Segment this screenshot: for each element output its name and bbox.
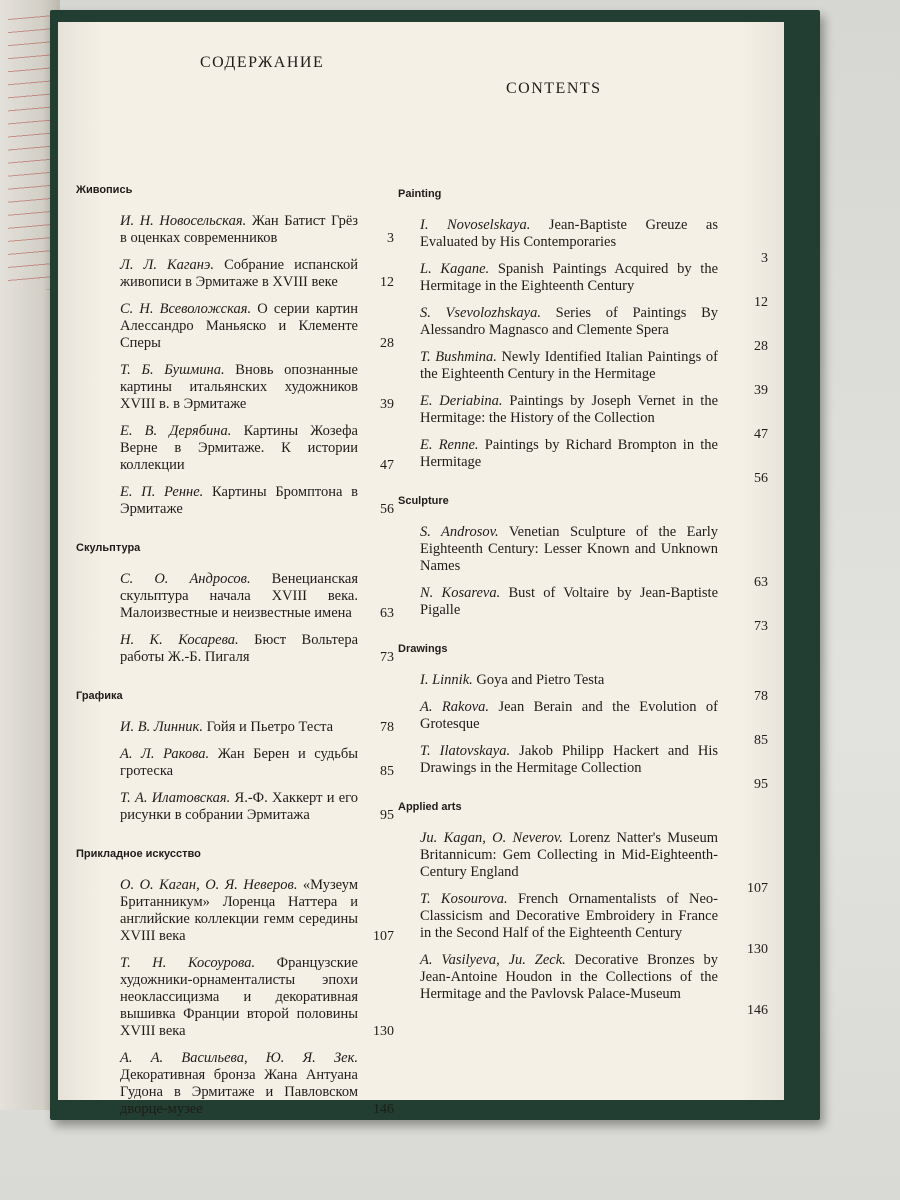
entry-author: T. Kosourova. [420,891,508,907]
entry-author: I. Linnik. [420,672,473,688]
entry-author: С. Н. Всеволожская. [120,301,252,317]
entry-title: Картины Бромптона в Эрмитаже [120,484,359,517]
page-number: 107 [747,881,768,896]
entry-author: N. Kosareva. [420,585,501,601]
entry-author: Е. П. Ренне. [120,484,204,500]
section-heading: Drawings [398,643,448,655]
page-number: 78 [380,720,394,735]
entry-title: О серии картин Алессандро Маньяско и Клементе Сперы [120,301,358,351]
page-number: 130 [373,1024,394,1039]
entry-title: Jean-Baptiste Greuze as Evaluated by His Contemporaries [420,217,718,250]
entry-title: Spanish Paintings Acquired by the Hermitage in the Eighteenth Century [420,261,718,294]
toc-entry [398,830,768,896]
entry-title: Series of Paintings By Alessandro Magnasco and Clemente Spera [420,305,718,338]
entry-title: Paintings by Richard Brompton in the Hermitage [420,437,718,470]
page-number: 95 [380,808,394,823]
page-number: 56 [754,471,768,486]
entry-author: О. О. Каган, О. Я. Неверов. [120,877,298,893]
toc-entry [76,571,394,622]
toc-entry [398,349,768,398]
page-number: 39 [754,383,768,398]
page-number: 28 [754,339,768,354]
entry-author: Ju. Kagan, O. Neverov. [420,830,563,846]
toc-entry [76,746,394,780]
entry-author: E. Deriabina. [420,393,503,409]
toc-entry [398,699,768,748]
entry-title: Я.-Ф. Хаккерт и его рисунки в собрании Эрмитажа [120,790,358,823]
toc-entry [76,1050,394,1118]
entry-title: «Музеум Британникум» Лоренца Наттера и английские коллекции гемм середины XVIII века [120,877,358,944]
section-heading: Painting [398,188,442,200]
entry-author: Т. Б. Бушмина. [120,362,225,378]
toc-entry [76,877,394,945]
toc-entry [398,524,768,590]
toc-entry [76,719,394,736]
entry-author: А. Л. Ракова. [120,746,210,762]
toc-entry [398,672,768,704]
entry-author: S. Androsov. [420,524,499,540]
entry-title: Venetian Sculpture of the Early Eighteenth Century: Lesser Known and Unknown Names [420,524,719,574]
entry-title: Newly Identified Italian Paintings of the Eighteenth Century in the Hermitage [420,349,718,382]
page-number: 95 [754,777,768,792]
entry-author: S. Vsevolozhskaya. [420,305,541,321]
entry-title: Жан Батист Грёз в оценках современников [120,213,358,246]
toc-entry [76,632,394,666]
en-contents-title: CONTENTS [506,80,602,97]
page-number: 47 [380,458,394,473]
entry-author: А. А. Васильева, Ю. Я. Зек. [120,1050,358,1066]
page-number: 85 [380,764,394,779]
entry-title: Картины Жозефа Верне в Эрмитаже. К истории коллекции [120,423,358,473]
toc-entry [398,891,768,957]
page-number: 73 [754,619,768,634]
entry-title: Жан Берен и судьбы гротеска [120,746,358,779]
page-number: 85 [754,733,768,748]
entry-title: Французские художники-орнаменталисты эпохи неоклассицизма и декоративная вышивка Франции второй половины XVIII века [120,955,358,1039]
page-number: 12 [754,295,768,310]
entry-title: Jakob Philipp Hackert and His Drawings in the Hermitage Collection [420,743,719,776]
entry-author: E. Renne. [420,437,479,453]
page-number: 146 [747,1003,768,1018]
entry-title: Bust of Voltaire by Jean-Baptiste Pigalle [420,585,719,618]
page-number: 146 [373,1102,394,1117]
ru-column [76,182,394,1128]
toc-entry [398,952,768,1018]
toc-entry [76,257,394,291]
toc-entry [398,261,768,310]
entry-title: Goya and Pietro Testa [476,672,605,688]
toc-entry [76,423,394,474]
en-column [398,186,768,1018]
entry-title: Jean Berain and the Evolution of Grotesque [420,699,718,732]
section-heading: Скульптура [76,542,141,554]
entry-title: Декоративная бронза Жана Антуана Гудона в Эрмитаже и Павловском дворце-музее [120,1067,358,1117]
toc-entry [398,305,768,354]
toc-entry [76,362,394,413]
entry-title: Вновь опознанные картины итальянских художников XVIII в. в Эрмитаже [120,362,358,412]
page-number: 56 [380,502,394,517]
toc-entry [76,213,394,247]
toc-entry [76,301,394,352]
entry-author: Е. В. Дерябина. [120,423,232,439]
toc-entry [76,790,394,824]
toc-entry [398,217,768,266]
entry-author: Т. Н. Косоурова. [120,955,256,971]
toc-entry [76,484,394,518]
entry-title: Decorative Bronzes by Jean-Antoine Houdon in the Collections of the Hermitage and the Pavlovsk Palace-Museum [420,952,719,1002]
toc-entry [398,393,768,442]
entry-author: A. Rakova. [420,699,490,715]
entry-title: French Ornamentalists of Neo-Classicism and Decorative Embroidery in France in the Second Half of the Eighteenth Century [420,891,719,941]
entry-author: T. Bushmina. [420,349,497,365]
page-number: 107 [373,929,394,944]
page-number: 78 [754,689,768,704]
page-number: 39 [380,397,394,412]
entry-author: Н. К. Косарева. [120,632,239,648]
entry-author: Л. Л. Каганэ. [120,257,215,273]
entry-title: Собрание испанской живописи в Эрмитаже в XVIII веке [120,257,358,290]
red-stamp-marks [8,10,52,290]
toc-entry [398,585,768,634]
section-heading: Живопись [76,184,133,196]
entry-author: С. О. Андросов. [120,571,251,587]
entry-author: И. Н. Новосельская. [120,213,247,229]
page-number: 3 [761,251,768,266]
entry-title: Гойя и Пьетро Теста [206,719,334,735]
page-number: 47 [754,427,768,442]
page-number: 130 [747,942,768,957]
page-number: 63 [380,606,394,621]
entry-author: T. Ilatovskaya. [420,743,511,759]
page-number: 28 [380,336,394,351]
section-heading: Графика [76,690,123,702]
page-number: 12 [380,275,394,290]
ru-contents-title: СОДЕРЖАНИЕ [200,54,325,71]
entry-title: Венецианская скульптура начала XVIII века. Малоизвестные и неизвестные имена [120,571,358,621]
entry-author: Т. А. Илатовская. [120,790,231,806]
section-heading: Applied arts [398,801,462,813]
toc-entry [76,955,394,1040]
entry-author: L. Kagane. [420,261,490,277]
toc-entry [398,437,768,486]
entry-title: Paintings by Joseph Vernet in the Hermitage: the History of the Collection [420,393,719,426]
contents-page [58,22,784,1117]
entry-author: A. Vasilyeva, Ju. Zeck. [420,952,566,968]
entry-author: I. Novoselskaya. [420,217,531,233]
entry-title: Lorenz Natter's Museum Britannicum: Gem Collecting in Mid-Eighteenth-Century England [420,830,718,880]
page-number: 73 [380,650,394,665]
page-number: 3 [387,231,394,246]
section-heading: Sculpture [398,495,449,507]
toc-entry [398,743,768,792]
section-heading: Прикладное искусство [76,848,201,860]
entry-author: И. В. Линник. [120,719,203,735]
entry-title: Бюст Вольтера работы Ж.-Б. Пигаля [120,632,359,665]
page-number: 63 [754,575,768,590]
